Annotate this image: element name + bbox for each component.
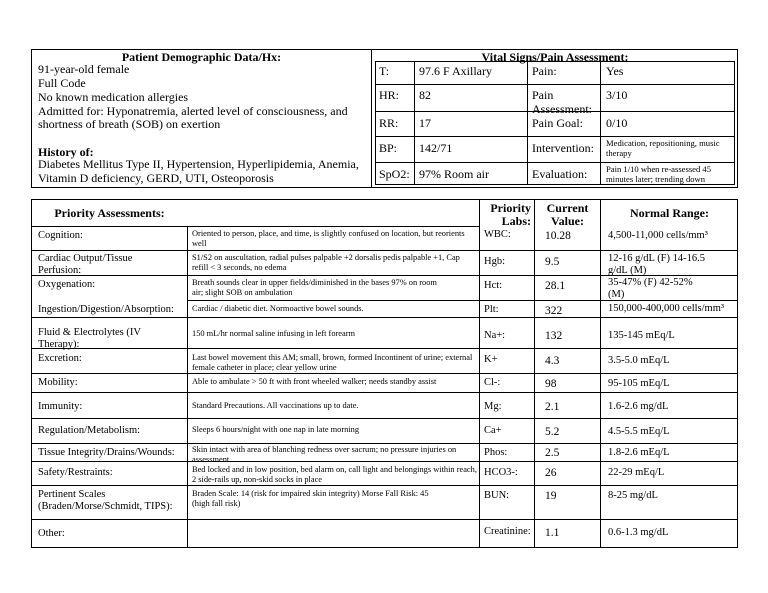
assessment-label: Pertinent Scales (Braden/Morse/Schmidt, TIPS): <box>38 489 173 512</box>
row-line <box>31 226 479 227</box>
assessment-text: Breath sounds clear in upper fields/diminished in the bases 97% on room air; slight SOB on ambulation <box>192 278 437 297</box>
row-line <box>31 392 738 393</box>
demographics-header: Patient Demographic Data/Hx: <box>121 50 282 64</box>
pain-value: Medication, repositioning, music therapy <box>606 138 720 158</box>
vital-label: T: <box>379 64 390 78</box>
assessment-text: Skin intact with area of blanching redness over sacrum; no pressure injuries on assessment. <box>192 445 457 464</box>
lab-value: 132 <box>545 330 563 342</box>
pain-label: Pain Assessment: <box>532 88 592 116</box>
vitals-col-line <box>600 61 601 185</box>
lab-name: Mg: <box>484 401 502 412</box>
assessment-text: 150 mL/hr normal saline infusing in left forearm <box>192 329 356 338</box>
lab-range: 150,000-400,000 cells/mm³ <box>608 303 725 314</box>
vital-value: 82 <box>419 88 431 102</box>
vital-value: 97% Room air <box>419 167 489 181</box>
lab-name: Creatinine: <box>484 526 531 537</box>
demographics-line: No known medication allergies <box>38 90 189 104</box>
row-line <box>31 443 738 444</box>
vital-value: 17 <box>419 116 431 130</box>
lab-value: 10.28 <box>545 230 571 242</box>
assessment-label: Cognition: <box>38 230 83 241</box>
lab-range: 3.5-5.0 mEq/L <box>608 355 670 366</box>
row-line <box>31 519 738 520</box>
labs-current-header: Current Value: <box>546 201 589 228</box>
demographics-line: 91-year-old female <box>38 62 130 76</box>
vitals-row-line <box>375 84 735 85</box>
assessment-label: Tissue Integrity/Drains/Wounds: <box>38 447 175 458</box>
vital-value: 142/71 <box>419 141 453 155</box>
lab-name: BUN: <box>484 490 510 501</box>
lab-name: Cl-: <box>484 377 501 388</box>
assessment-label: Safety/Restraints: <box>38 467 113 478</box>
vital-label: HR: <box>379 88 400 102</box>
lab-range: 8-25 mg/dL <box>608 490 658 501</box>
assessment-text: S1/S2 on auscultation, radial pulses palpable +2 dorsalis pedis palpable +1, Cap refill < 3 seconds, no edema <box>192 253 460 272</box>
pain-label: Evaluation: <box>532 167 588 181</box>
row-line <box>31 317 738 318</box>
lab-range: 1.6-2.6 mg/dL <box>608 401 669 412</box>
vitals-row-line <box>375 162 735 163</box>
lab-value: 5.2 <box>545 426 560 438</box>
assessment-label: Fluid & Electrolytes (IV Therapy): <box>38 327 141 350</box>
lab-range: 4.5-5.5 mEq/L <box>608 426 670 437</box>
assessment-label: Cardiac Output/Tissue Perfusion: <box>38 253 133 276</box>
lab-value: 4.3 <box>545 355 560 367</box>
lab-range: 95-105 mEq/L <box>608 378 670 389</box>
pain-value: Yes <box>606 64 624 78</box>
row-line <box>31 485 738 486</box>
row-line <box>31 250 738 251</box>
vital-label: SpO2: <box>379 167 410 181</box>
vitals-row-line <box>375 136 735 137</box>
row-line <box>31 373 738 374</box>
lab-name: Hgb: <box>484 256 505 267</box>
lab-value: 98 <box>545 378 557 390</box>
lab-name: K+ <box>484 354 498 365</box>
assessment-label: Regulation/Metabolism: <box>38 425 141 436</box>
vitals-col-line <box>527 61 528 185</box>
history-line: Diabetes Mellitus Type II, Hypertension, Hyperlipidemia, Anemia, <box>38 157 359 171</box>
lab-value: 19 <box>545 490 557 502</box>
lab-value: 2.5 <box>545 447 560 459</box>
vitals-col-line <box>414 61 415 185</box>
assessment-text: Bed locked and in low position, bed alarm on, call light and belongings within reach, 2 side-rails up, non-skid socks in place <box>192 465 477 484</box>
labs-normal-header: Normal Range: <box>630 206 709 220</box>
assessment-text: Standard Precautions. All vaccinations up to date. <box>192 401 359 410</box>
lab-value: 1.1 <box>545 527 560 539</box>
pain-label: Pain: <box>532 64 557 78</box>
lab-range: 35-47% (F) 42-52% (M) <box>608 277 693 300</box>
lab-value: 9.5 <box>545 256 560 268</box>
assessment-label: Ingestion/Digestion/Absorption: <box>38 304 174 315</box>
lab-name: Phos: <box>484 447 508 458</box>
row-line <box>31 418 738 419</box>
assessment-text: Sleeps 6 hours/night with one nap in late morning <box>192 425 360 434</box>
lab-name: WBC: <box>484 229 511 240</box>
lab-range: 12-16 g/dL (F) 14-16.5 g/dL (M) <box>608 253 706 276</box>
assessment-label: Excretion: <box>38 353 82 364</box>
assessment-label: Other: <box>38 528 65 539</box>
assessment-label: Oxygenation: <box>38 279 96 290</box>
assessment-text: Last bowel movement this AM; small, brown, formed Incontinent of urine; external female catheter in place; clear yellow urine <box>192 353 473 372</box>
lab-name: HCO3-: <box>484 467 518 478</box>
demographics-line: shortness of breath (SOB) on exertion <box>38 117 221 131</box>
assessment-label: Immunity: <box>38 401 83 412</box>
lab-range: 1.8-2.6 mEq/L <box>608 447 670 458</box>
demographics-line: Full Code <box>38 76 86 90</box>
lab-value: 28.1 <box>545 280 566 292</box>
assessment-label: Mobility: <box>38 377 78 388</box>
lab-name: Ca+ <box>484 425 502 436</box>
lab-range: 135-145 mEq/L <box>608 330 675 341</box>
assessment-text: Cardiac / diabetic diet. Normoactive bowel sounds. <box>192 304 364 313</box>
assessment-text: Able to ambulate > 50 ft with front wheeled walker; needs standby assist <box>192 377 437 386</box>
vital-label: BP: <box>379 141 398 155</box>
lab-name: Hct: <box>484 280 503 291</box>
lab-value: 26 <box>545 467 557 479</box>
vital-label: RR: <box>379 116 399 130</box>
lab-value: 2.1 <box>545 401 560 413</box>
pain-value: Pain 1/10 when re-assessed 45 minutes later; trending down <box>606 164 712 184</box>
assessments-header: Priority Assessments: <box>54 206 165 220</box>
vital-value: 97.6 F Axillary <box>419 64 493 78</box>
vitals-header: Vital Signs/Pain Assessment: <box>481 50 629 64</box>
lab-range: 0.6-1.3 mg/dL <box>608 527 669 538</box>
demographics-line: Admitted for: Hyponatremia, alerted level of consciousness, and <box>38 104 348 118</box>
lab-value: 322 <box>545 305 563 317</box>
pain-label: Pain Goal: <box>532 116 583 130</box>
lab-range: 22-29 mEq/L <box>608 467 665 478</box>
lab-name: Na+: <box>484 330 506 341</box>
pain-value: 3/10 <box>606 88 628 102</box>
pain-label: Intervention: <box>532 141 594 155</box>
history-header: History of: <box>38 145 94 159</box>
labs-priority-header: Priority Labs: <box>490 201 531 228</box>
assessment-text: Braden Scale: 14 (risk for impaired skin integrity) Morse Fall Risk: 45 (high fall risk) <box>192 489 429 508</box>
lab-name: Plt: <box>484 304 499 315</box>
lab-range: 4,500-11,000 cells/mm³ <box>608 230 708 241</box>
top-divider <box>371 49 372 188</box>
history-line: Vitamin D deficiency, GERD, UTI, Osteoporosis <box>38 171 274 185</box>
pain-value: 0/10 <box>606 116 628 130</box>
assessment-text: Oriented to person, place, and time, is slightly confused on location, but reorients well <box>192 229 465 248</box>
